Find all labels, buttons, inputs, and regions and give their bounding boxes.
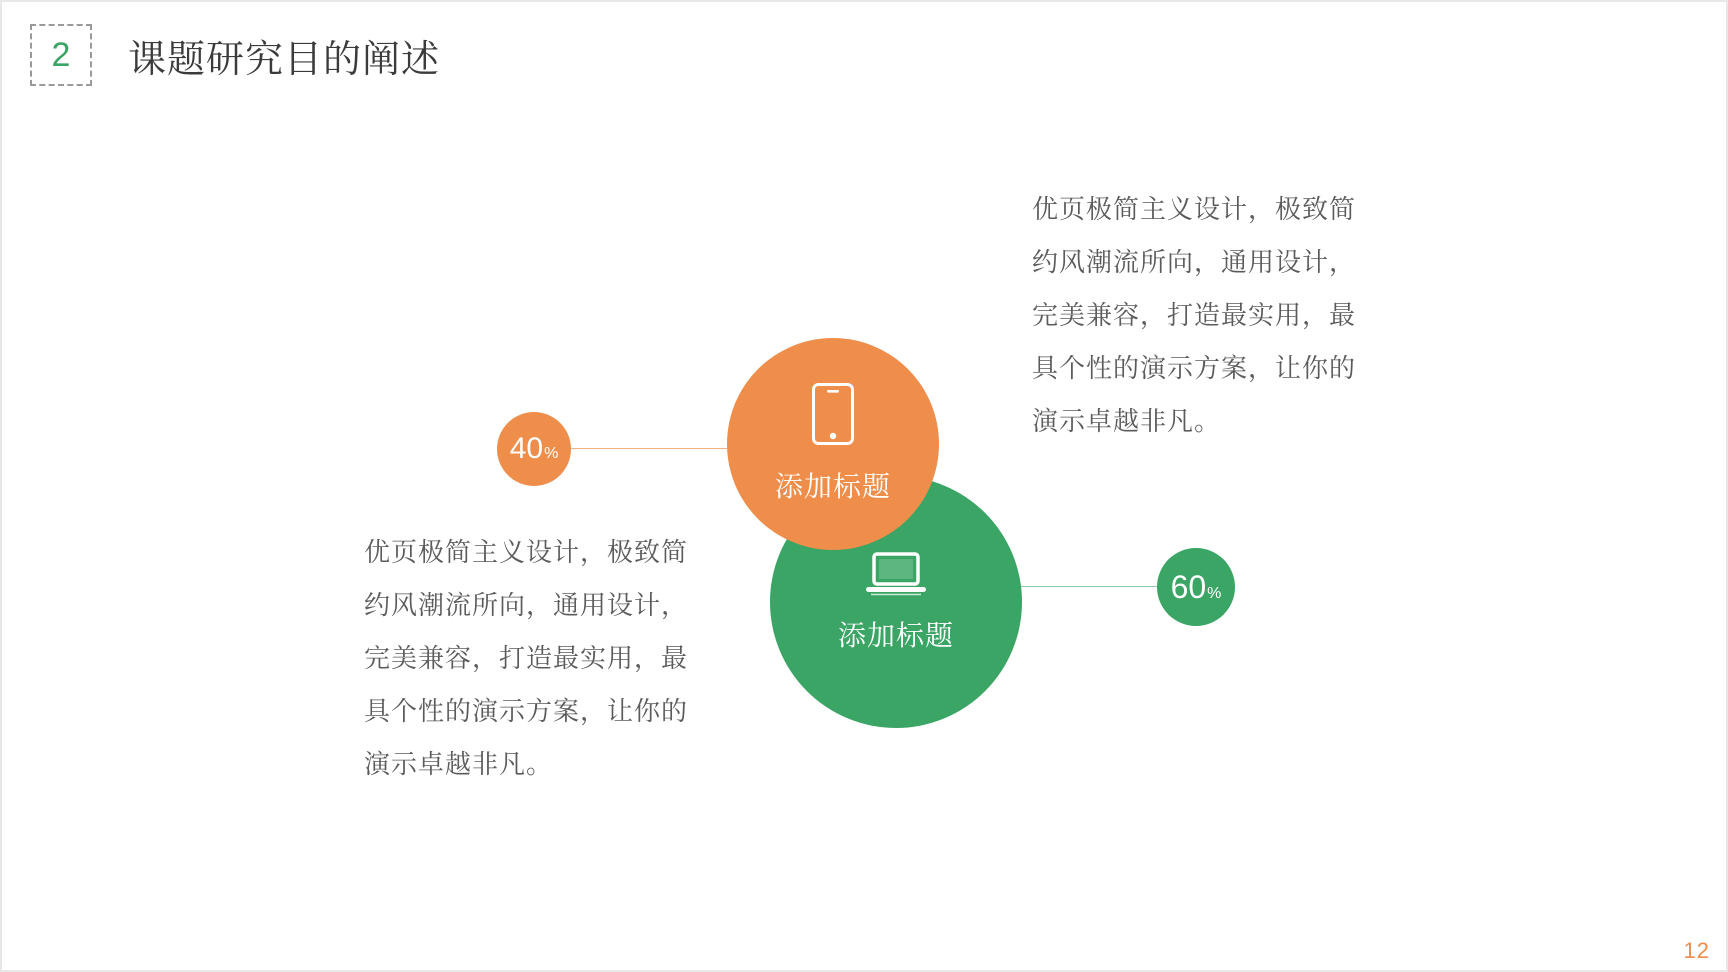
orange-percent-sign: % <box>544 445 559 462</box>
orange-percent-value <box>510 432 559 466</box>
connector-line-orange <box>542 448 742 449</box>
page-title: 课题研究目的阐述 <box>128 36 441 81</box>
green-bubble-label: 添加标题 <box>837 619 954 652</box>
orange-percent-number: 40 <box>509 432 544 465</box>
paragraph-right: 优页极简主义设计，极致简约风潮流所向，通用设计，完美兼容，打造最实用，最具个性的演示方案，让你的演示卓越非凡。 <box>1032 195 1357 437</box>
paragraph-left: 优页极简主义设计，极致简约风潮流所向，通用设计，完美兼容，打造最实用，最具个性的演示方案，让你的演示卓越非凡。 <box>364 538 689 780</box>
green-percent-number: 60 <box>1170 568 1207 605</box>
orange-bubble-label: 添加标题 <box>774 470 891 503</box>
green-percent-bubble[interactable] <box>1157 548 1235 626</box>
slide-header <box>30 24 440 86</box>
orange-percent-bubble[interactable] <box>497 412 571 486</box>
laptop-icon <box>865 550 927 598</box>
green-percent-sign: % <box>1207 584 1222 602</box>
orange-main-bubble[interactable] <box>727 338 939 550</box>
section-number: 2 <box>51 36 71 74</box>
section-number-box <box>30 24 92 86</box>
green-percent-value <box>1171 569 1222 606</box>
page-number: 12 <box>1683 938 1710 963</box>
smartphone-icon <box>812 383 854 445</box>
